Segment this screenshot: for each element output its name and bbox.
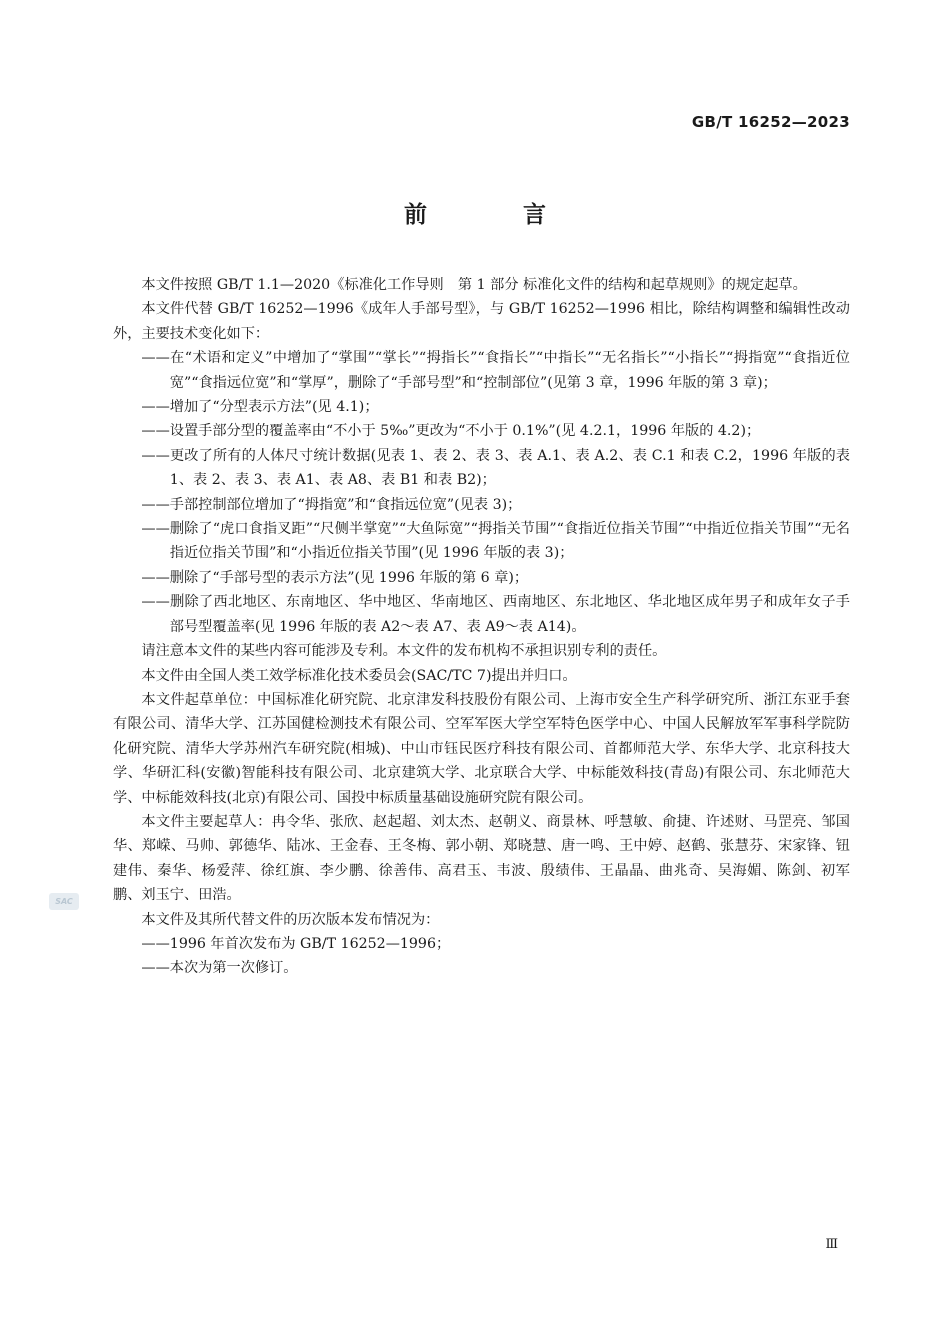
paragraph-drafting-units: 本文件起草单位：中国标准化研究院、北京津发科技股份有限公司、上海市安全生产科学研究所、浙江东亚手套有限公司、清华大学、江苏国健检测技术有限公司、空军军医大学空军特色医学中心、中国人民解放军军事科学院防化研究院、清华大学苏州汽车研究院(相城)、中山市钰民医疗科技有限公司、首都师范大学、东华大学、北京科技大学、华研汇科(安徽)智能科技有限公司、北京建筑大学、北京联合大学、中标能效科技(青岛)有限公司、东北师范大学、中标能效科技(北京)有限公司、国投中标质量基础设施研究院有限公司。: [113, 691, 850, 806]
paragraph-drafters: 本文件主要起草人：冉令华、张欣、赵起超、刘太杰、赵朝义、商景林、呼慧敏、俞捷、许述财、马罡亮、邹国华、郑嵘、马帅、郭德华、陆冰、王金春、王冬梅、郭小朝、郑晓慧、唐一鸣、王中婷、赵鹤、张慧芬、宋家锋、钮建伟、秦华、杨爱萍、徐红旗、李少鹏、徐善伟、高君玉、韦波、殷绩伟、王晶晶、曲兆奇、吴海媚、陈剑、初军鹏、刘玉宁、田浩。: [113, 813, 850, 904]
paragraph-committee: 本文件由全国人类工效学标准化技术委员会(SAC/TC 7)提出并归口。: [141, 667, 577, 684]
change-item-text: 删除了西北地区、东南地区、华中地区、华南地区、西南地区、东北地区、华北地区成年男子和成年女子手部号型覆盖率(见 1996 年版的表 A2～表 A7、表 A9～表 A14)。: [169, 594, 850, 635]
change-item: [113, 444, 850, 493]
change-item: [113, 395, 850, 419]
item-dash: ——: [141, 399, 170, 416]
standard-code: GB/T 16252—2023: [691, 113, 850, 131]
document-body: [113, 273, 850, 981]
change-item-text: 增加了“分型表示方法”(见 4.1)；: [169, 399, 379, 416]
page-title: 前 言: [403, 202, 590, 228]
page-number: Ⅲ: [825, 1237, 838, 1252]
item-dash: ——: [141, 350, 170, 367]
item-dash: ——: [141, 423, 170, 440]
paragraph-history: 本文件及其所代替文件的历次版本发布情况为：: [141, 911, 440, 928]
item-dash: ——: [141, 447, 170, 464]
item-dash: ——: [141, 521, 170, 538]
sac-watermark-icon: SAC: [49, 893, 79, 910]
paragraph-patent-notice: 请注意本文件的某些内容可能涉及专利。本文件的发布机构不承担识别专利的责任。: [141, 643, 667, 660]
item-dash: ——: [141, 496, 170, 513]
item-dash: ——: [141, 935, 170, 952]
history-item-text: 本次为第一次修订。: [169, 960, 298, 977]
change-item: [113, 517, 850, 566]
change-item-text: 删除了“手部号型的表示方法”(见 1996 年版的第 6 章)；: [169, 569, 529, 586]
change-item: [113, 590, 850, 639]
item-dash: ——: [141, 594, 170, 611]
change-item-text: 在“术语和定义”中增加了“掌围”“掌长”“拇指长”“食指长”“中指长”“无名指长”“小指长”“拇指宽”“食指近位宽”“食指远位宽”和“掌厚”，删除了“手部号型”和“控制部位”(见第 3 章，1996 年版的第 3 章)；: [169, 350, 850, 391]
history-item: [113, 932, 850, 956]
change-item-text: 设置手部分型的覆盖率由“不小于 5‰”更改为“不小于 0.1%”(见 4.2.1，1996 年版的 4.2)；: [169, 423, 761, 440]
history-item: [113, 956, 850, 980]
history-item-text: 1996 年首次发布为 GB/T 16252—1996；: [169, 935, 451, 952]
change-item-text: 手部控制部位增加了“拇指宽”和“食指远位宽”(见表 3)；: [169, 496, 522, 513]
paragraph-drafting-rules: 本文件按照 GB/T 1.1—2020《标准化工作导则 第 1 部分 标准化文件的结构和起草规则》的规定起草。: [141, 277, 807, 293]
change-item: [113, 493, 850, 517]
change-item: [113, 566, 850, 590]
paragraph-replacement: 本文件代替 GB/T 16252—1996《成年人手部号型》，与 GB/T 16252—1996 相比，除结构调整和编辑性改动外，主要技术变化如下：: [113, 301, 850, 342]
change-item-text: 删除了“虎口食指叉距”“尺侧半掌宽”“大鱼际宽”“拇指关节围”“食指近位指关节围”“中指近位指关节围”“无名指近位指关节围”和“小指近位指关节围”(见 1996 年版的表 3)；: [169, 521, 850, 562]
item-dash: ——: [141, 569, 170, 586]
change-item: [113, 346, 850, 395]
change-item: [113, 419, 850, 443]
item-dash: ——: [141, 960, 170, 977]
change-item-text: 更改了所有的人体尺寸统计数据(见表 1、表 2、表 3、表 A.1、表 A.2、表 C.1 和表 C.2，1996 年版的表 1、表 2、表 3、表 A1、表 A8、表 B1 和表 B2)；: [169, 447, 850, 489]
